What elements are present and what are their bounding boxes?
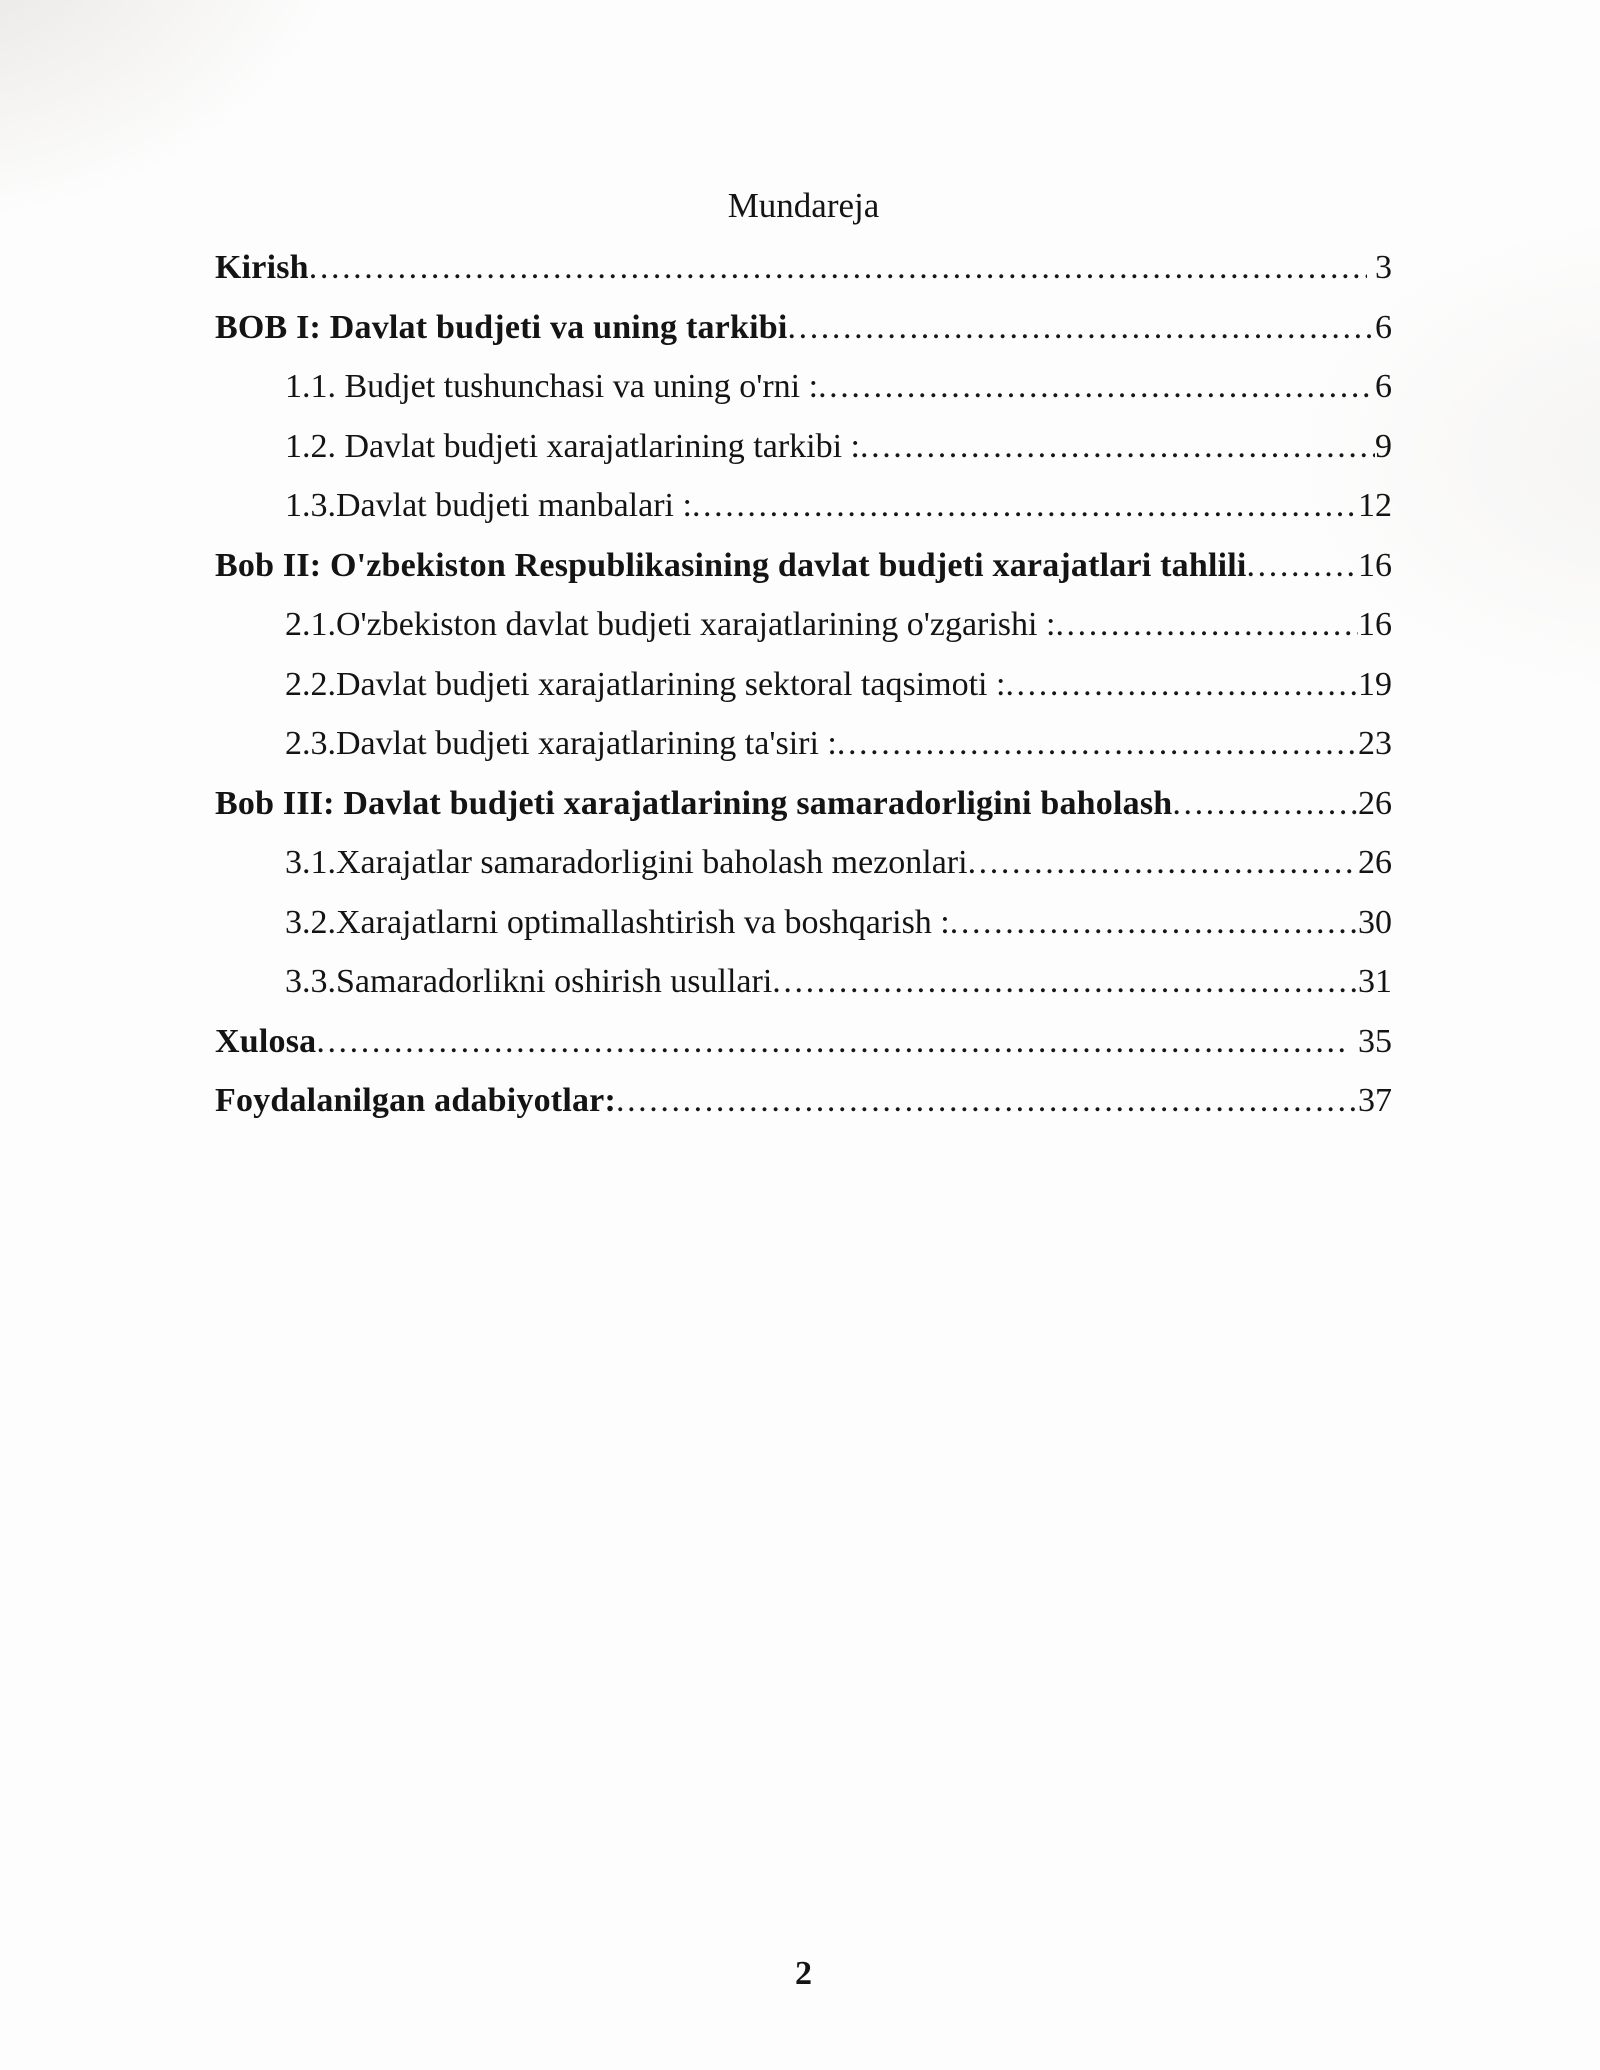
toc-entry[interactable] [215, 1012, 1392, 1072]
toc-leader-dots [772, 952, 1358, 1012]
toc-entry-page: 35 [1349, 1022, 1392, 1060]
toc-entry[interactable] [215, 833, 1392, 893]
toc-entry-page: 31 [1358, 963, 1392, 1000]
toc-leader-dots [692, 476, 1358, 536]
toc-leader-dots [837, 714, 1358, 774]
toc-entry[interactable] [215, 1071, 1392, 1131]
toc-entry-page: 26 [1358, 784, 1392, 822]
toc-entry-page: 3 [1366, 249, 1392, 286]
toc-title: Mundareja [727, 186, 880, 225]
toc-entry-page: 16 [1358, 606, 1392, 643]
toc-entry[interactable] [215, 536, 1392, 596]
toc-entry[interactable] [215, 655, 1392, 715]
toc-entry-label: 3.1.Xarajatlar samaradorligini baholash mezonlari [285, 844, 968, 881]
toc-entry-page: 9 [1375, 427, 1392, 465]
toc-entry-page: 6 [1375, 368, 1392, 405]
toc-entry-page: 6 [1375, 308, 1392, 346]
toc-entry[interactable] [215, 417, 1392, 477]
toc-leader-dots [1172, 774, 1358, 834]
toc-entry-label: 1.3.Davlat budjeti manbalari : [285, 487, 692, 524]
toc-entry-label: 1.2. Davlat budjeti xarajatlarining tarkibi : [285, 427, 860, 465]
toc-list [215, 238, 1392, 1131]
toc-entry-page: 30 [1358, 903, 1392, 941]
toc-entry-label: Bob II: O'zbekiston Respublikasining davlat budjeti xarajatlari tahlili [215, 546, 1247, 584]
toc-entry-label: 1.1. Budjet tushunchasi va uning o'rni : [285, 368, 819, 405]
toc-leader-dots [309, 238, 1367, 298]
toc-entry[interactable] [215, 476, 1392, 536]
page-number: 2 [795, 1955, 812, 1992]
toc-entry-page: 37 [1358, 1082, 1392, 1119]
toc-entry-label: Kirish [215, 249, 309, 286]
toc-entry-label: 2.2.Davlat budjeti xarajatlarining sektoral taqsimoti : [285, 665, 1006, 703]
toc-leader-dots [616, 1071, 1358, 1131]
toc-leader-dots [788, 298, 1376, 358]
toc-entry-page: 23 [1358, 725, 1392, 762]
toc-entry-label: 2.3.Davlat budjeti xarajatlarining ta'siri : [285, 725, 837, 762]
toc-leader-dots [860, 417, 1375, 477]
toc-entry[interactable] [215, 298, 1392, 358]
toc-entry[interactable] [215, 714, 1392, 774]
toc-entry[interactable] [215, 774, 1392, 834]
toc-entry-label: 2.1.O'zbekiston davlat budjeti xarajatlarining o'zgarishi : [285, 606, 1056, 643]
toc-leader-dots [1005, 655, 1358, 715]
toc-entry[interactable] [215, 595, 1392, 655]
toc-entry-label: BOB I: Davlat budjeti va uning tarkibi [215, 308, 788, 346]
toc-leader-dots [968, 833, 1358, 893]
toc-entry-page: 26 [1358, 844, 1392, 881]
toc-entry[interactable] [215, 952, 1392, 1012]
toc-entry-page: 19 [1358, 665, 1392, 703]
toc-entry[interactable] [215, 357, 1392, 417]
toc-entry[interactable] [215, 238, 1392, 298]
toc-entry-page: 12 [1358, 487, 1392, 524]
toc-entry-label: Xulosa [215, 1022, 317, 1060]
toc-content [215, 185, 1392, 1131]
toc-entry[interactable] [215, 893, 1392, 953]
toc-leader-dots [818, 357, 1375, 417]
toc-leader-dots [1247, 536, 1358, 596]
toc-entry-label: 3.2.Xarajatlarni optimallashtirish va boshqarish : [285, 903, 950, 941]
toc-entry-label: Foydalanilgan adabiyotlar: [215, 1082, 616, 1119]
toc-entry-label: 3.3.Samaradorlikni oshirish usullari [285, 963, 773, 1000]
toc-leader-dots [316, 1012, 1349, 1072]
toc-entry-label: Bob III: Davlat budjeti xarajatlarining samaradorligini baholash [215, 784, 1173, 822]
toc-leader-dots [950, 893, 1358, 953]
toc-leader-dots [1055, 595, 1358, 655]
toc-entry-page: 16 [1358, 546, 1392, 584]
